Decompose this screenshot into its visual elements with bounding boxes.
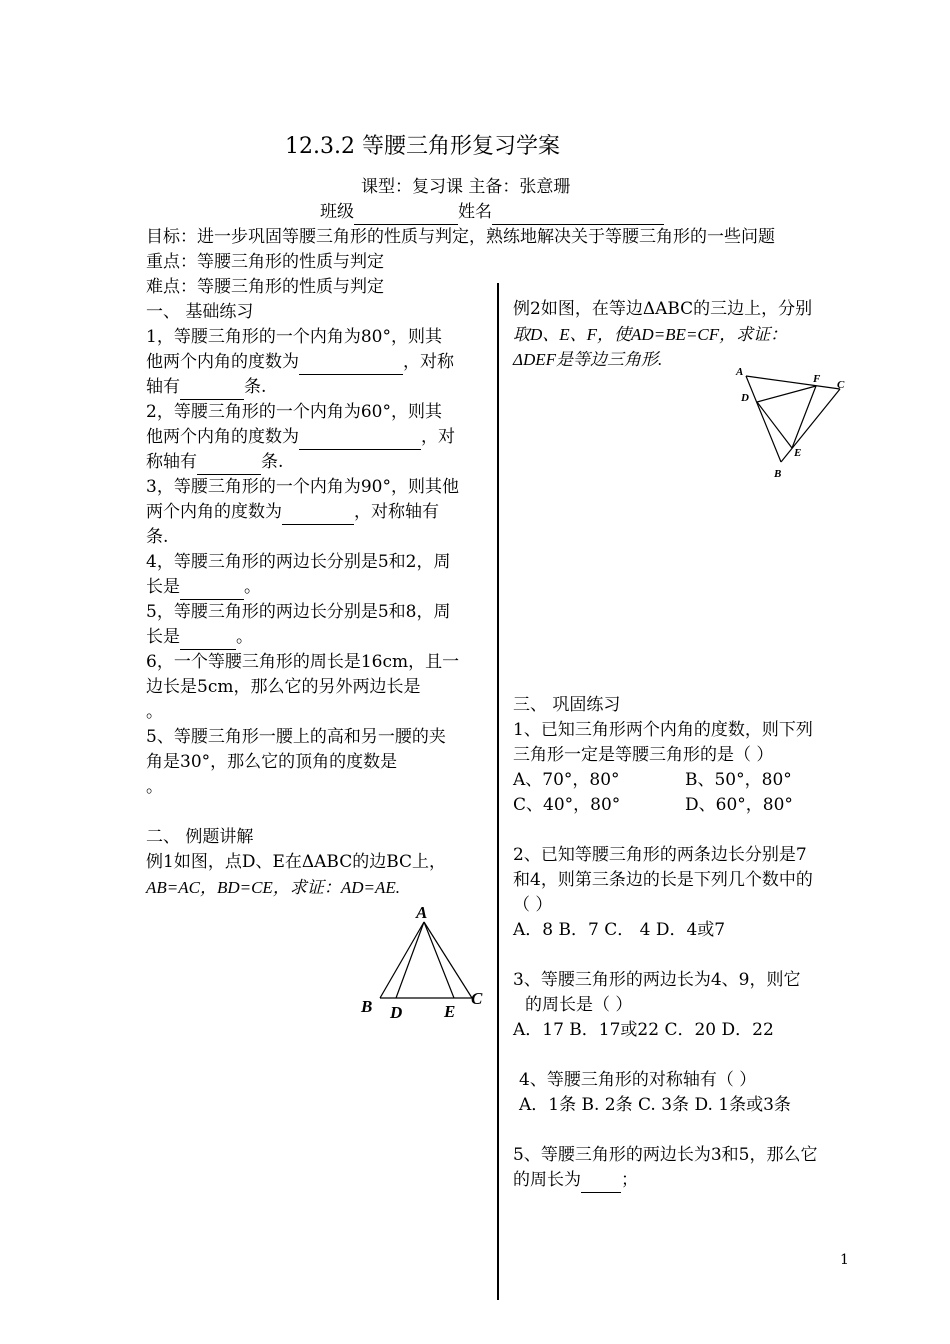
s1-q3: 3，等腰三角形的一个内角为90°，则其他 两个内角的度数为 ，对称轴有 条.	[146, 477, 459, 547]
example2-text: 例2如图，在等边ΔABC的三边上，分别 取D、E、F，使AD=BE=CF，求证： ΔDEF是等边三角形.	[513, 299, 813, 369]
answer-blank	[299, 356, 403, 375]
subtitle: 课型：复习课 主备：张意珊	[361, 177, 571, 197]
right-column-section3	[513, 693, 853, 1193]
fig1-label-D: D	[390, 1003, 403, 1022]
s1-q5: 5，等腰三角形的两边长分别是5和8，周 长是 。	[146, 600, 482, 650]
column-divider	[497, 283, 499, 1300]
page-number: 1	[840, 1252, 849, 1268]
fig1-label-A: A	[416, 903, 428, 922]
s3-q2: 2、已知等腰三角形的两条边长分别是7 和4，则第三条边的长是下列几个数中的 （ ） A．8 B．7 C． 4 D．4或7	[513, 845, 813, 940]
s1-q7: 5、等腰三角形一腰上的高和另一腰的夹 角是30°，那么它的顶角的度数是 。	[146, 727, 446, 797]
answer-blank	[299, 431, 421, 450]
class-blank	[354, 206, 458, 225]
fig2-label-C: C	[837, 379, 845, 391]
answer-blank	[180, 581, 244, 600]
name-label: 姓名	[458, 202, 492, 222]
figure1-triangle	[358, 900, 490, 1024]
difficulty: 难点：等腰三角形的性质与判定	[146, 277, 384, 297]
fig2-label-B: B	[774, 468, 782, 480]
answer-blank	[581, 1174, 621, 1193]
left-column	[146, 300, 482, 901]
answer-blank	[180, 381, 244, 400]
s1-q2: 2，等腰三角形的一个内角为60°，则其 他两个内角的度数为 ，对 称轴有 条.	[146, 400, 482, 475]
fig1-label-E: E	[444, 1002, 456, 1021]
example1-text: 例1如图，点D、E在ΔABC的边BC上， AB=AC，BD=CE，求证：AD=AE.	[146, 852, 447, 897]
name-blank	[492, 206, 664, 225]
fig2-label-D: D	[741, 392, 749, 404]
section3-heading: 三、 巩固练习	[513, 695, 621, 715]
s1-q1: 1，等腰三角形的一个内角为80°，则其 他两个内角的度数为 ，对称 轴有 条.	[146, 325, 482, 400]
section2-heading: 二、 例题讲解	[146, 827, 254, 847]
class-label: 班级	[320, 202, 354, 222]
s3-q5: 5、等腰三角形的两边长为3和5，那么它 的周长为 ；	[513, 1143, 853, 1193]
section1-heading: 一、 基础练习	[146, 302, 254, 322]
goal: 目标：进一步巩固等腰三角形的性质与判定，熟练地解决关于等腰三角形的一些问题	[146, 227, 775, 247]
fig2-label-A: A	[736, 366, 744, 378]
s3-q4: 4、等腰三角形的对称轴有（ ） A．1条 B. 2条 C. 3条 D. 1条或3条	[519, 1070, 791, 1115]
fig2-label-E: E	[794, 447, 802, 459]
fig2-label-F: F	[813, 373, 821, 385]
s1-q4: 4，等腰三角形的两边长分别是5和2，周 长是 。	[146, 550, 482, 600]
key-point: 重点：等腰三角形的性质与判定	[146, 252, 384, 272]
answer-blank	[282, 506, 354, 525]
s1-q6: 6，一个等腰三角形的周长是16cm，且一 边长是5cm，那么它的另外两边长是 。	[146, 652, 460, 722]
page-title: 12.3.2 等腰三角形复习学案	[285, 134, 560, 159]
class-name-line	[320, 200, 664, 225]
answer-blank	[197, 456, 261, 475]
fig1-label-B: B	[361, 997, 373, 1016]
fig1-label-C: C	[471, 989, 483, 1008]
figure2-triangle	[728, 362, 852, 484]
answer-blank	[180, 631, 236, 650]
s3-q1: 1、已知三角形两个内角的度数，则下列 三角形一定是等腰三角形的是（ ） A、70°，80° B、50°，80° C、40°，80° D、60°，80°	[513, 720, 813, 815]
s3-q3: 3、等腰三角形的两边长为4、9，则它 的周长是（ ） A．17 B．17或22 C．20 D．22	[513, 970, 801, 1040]
